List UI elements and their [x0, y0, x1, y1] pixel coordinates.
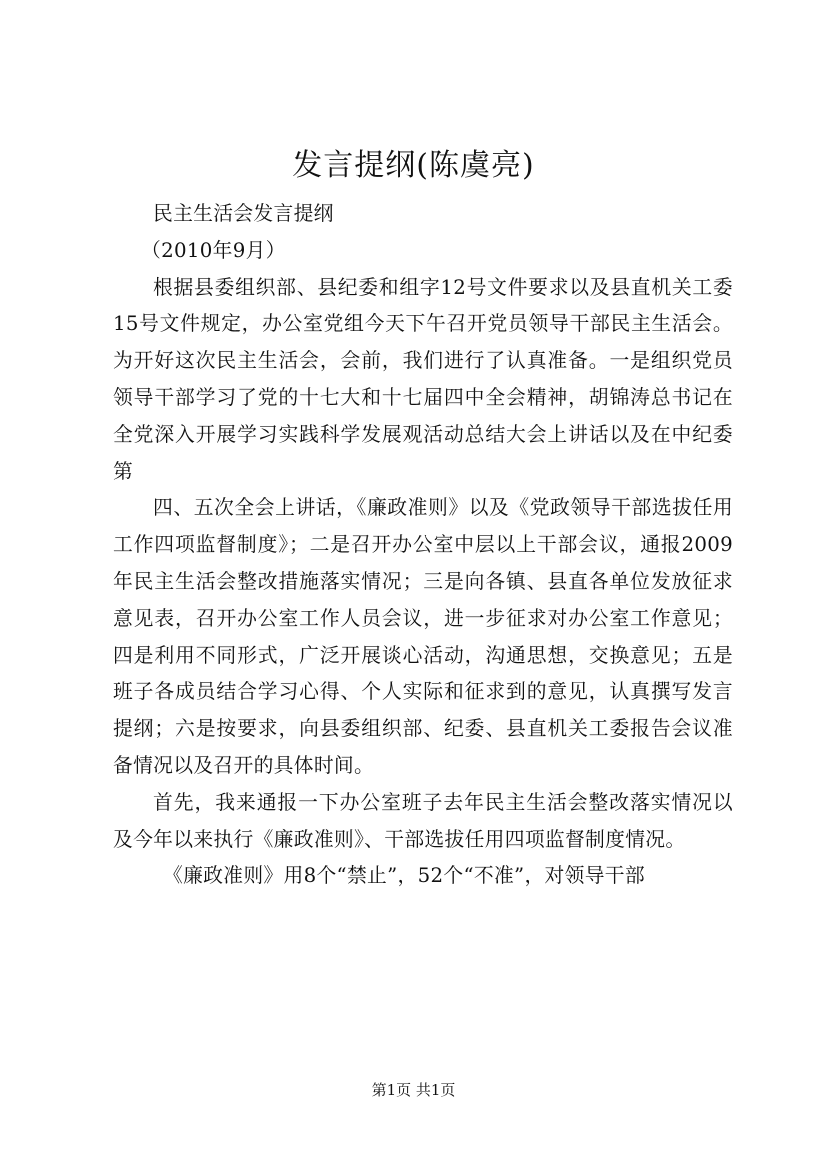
document-body — [113, 196, 733, 895]
page-number: 第1页 共1页 — [371, 1081, 456, 1099]
paragraph-heading: 民主生活会发言提纲 — [153, 202, 334, 225]
paragraph-integrity-code: 《廉政准则》用8个“禁止”，52个“不准”，对领导干部 — [163, 864, 645, 888]
paragraph-report-intro: 首先，我来通报一下办公室班子去年民主生活会整改落实情况以及今年以来执行《廉政准则》、干部选拔任用四项监督制度情况。 — [113, 790, 733, 851]
paragraph-preparation-continued: 四、五次全会上讲话，《廉政准则》以及《党政领导干部选拔任用工作四项监督制度》；二是召开办公室中层以上干部会议，通报2009年民主生活会整改措施落实情况；三是向各镇、县直各单位发放征求意见表，召开办公室工作人员会议，进一步征求对办公室工作意见；四是利用不同形式，广泛开展谈心活动，沟通思想，交换意见；五是班子各成员结合学习心得、个人实际和征求到的意见，认真撰写发言提纲；六是按要求，向县委组织部、纪委、县直机关工委报告会议准备情况以及召开的具体时间。 — [113, 496, 733, 777]
paragraph-date: （2010年9月） — [141, 238, 286, 262]
document-title: 发言提纲(陈虞亮) — [292, 148, 535, 183]
paragraph-preparation: 根据县委组织部、县纪委和组字12号文件要求以及县直机关工委15号文件规定，办公室党组今天下午召开党员领导干部民主生活会。为开好这次民主生活会，会前，我们进行了认真准备。一是组织党员领导干部学习了党的十七大和十七届四中全会精神，胡锦涛总书记在全党深入开展学习实践科学发展观活动总结大会上讲话以及在中纪委第 — [113, 275, 733, 483]
